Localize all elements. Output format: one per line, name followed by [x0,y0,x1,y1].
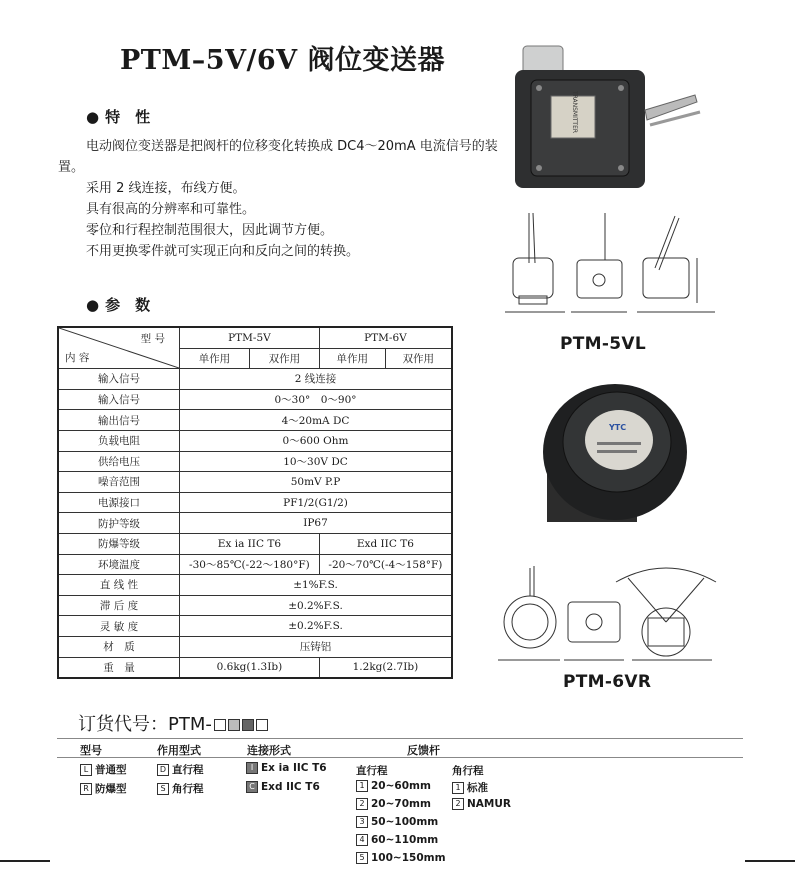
divider [57,738,743,739]
table-row [58,616,452,637]
row-value: ±1%F.S. [180,575,453,596]
option-model-l: L 普通型 [80,762,127,777]
row-value: 0.6kg(1.3Ib) [180,657,320,678]
table-row [58,636,452,657]
row-value: ±0.2%F.S. [180,616,453,637]
row-label: 供给电压 [58,451,180,472]
row-label: 噪音范围 [58,472,180,493]
table-row [58,472,452,493]
table-row [58,492,452,513]
params-heading [86,294,150,315]
bullet-icon: ● [86,108,100,126]
table-row [58,575,452,596]
header-mode: 单作用 [180,348,250,369]
linear-title: 直行程 [356,765,388,777]
option-action-s: S 角行程 [157,781,204,796]
option-linear: 1 20~60mm [356,780,431,792]
feature-line: 零位和行程控制范围很大，因此调节方便。 [86,223,334,238]
row-label: 负载电阻 [58,430,180,451]
option-action-d: D 直行程 [157,762,204,777]
code-box [242,719,254,731]
header-model: PTM-5V [180,327,320,348]
option-angular: 2 NAMUR [452,798,511,810]
page-edge-rule [0,860,50,862]
angular-title: 角行程 [452,765,484,777]
header-mode: 双作用 [249,348,319,369]
table-row [58,595,452,616]
bullet-icon: ● [86,296,100,314]
spec-table [57,326,453,679]
header-model: PTM-6V [319,327,452,348]
feature-line: 不用更换零件就可实现正向和反向之间的转换。 [86,244,360,259]
ptm-5vl-photo [505,40,705,200]
option-connection-c: C Exd IIC T6 [246,781,320,793]
caption-ptm-6vr: PTM-6VR [563,672,652,692]
code-box [228,719,240,731]
option-angular: 1 标准 [452,780,488,795]
option-linear: 3 50~100mm [356,816,438,828]
order-header-model: 型号 [80,744,102,757]
row-value: Exd IIC T6 [319,533,452,554]
row-label: 输入信号 [58,389,180,410]
ptm-6v-photo [535,372,695,532]
caption-ptm-5vl: PTM-5VL [560,334,646,354]
row-label: 输入信号 [58,369,180,390]
row-label: 环境温度 [58,554,180,575]
header-model-label: 型 号 [140,333,165,345]
option-linear: 4 60~110mm [356,834,438,846]
ptm-5vl-drawing [505,208,720,328]
code-box [214,719,226,731]
row-value: -30～85℃(-22～180°F) [180,554,320,575]
row-label: 滞 后 度 [58,595,180,616]
table-row [58,554,452,575]
row-value: 1.2kg(2.7Ib) [319,657,452,678]
header-diagonal-cell [58,327,180,369]
order-code-title [78,710,268,736]
table-row [58,389,452,410]
table-row [58,513,452,534]
feature-line: 具有很高的分辨率和可靠性。 [86,202,256,217]
row-label: 灵 敏 度 [58,616,180,637]
header-mode: 单作用 [319,348,385,369]
table-header-row [58,327,452,348]
row-label: 电源接口 [58,492,180,513]
table-row [58,533,452,554]
code-box [256,719,268,731]
row-label: 材 质 [58,636,180,657]
option-linear: 5 100~150mm [356,852,446,864]
row-value: IP67 [180,513,453,534]
features-heading-text: 特 性 [105,108,151,126]
row-value: PF1/2(G1/2) [180,492,453,513]
table-row [58,369,452,390]
order-code-label: 订货代号：PTM- [78,714,212,735]
row-value: 10～30V DC [180,451,453,472]
option-model-r: R 防爆型 [80,781,127,796]
divider [57,757,743,758]
order-header-feedback: 反馈杆 [407,744,440,757]
row-label: 防爆等级 [58,533,180,554]
row-value: 4～20mA DC [180,410,453,431]
row-value: ±0.2%F.S. [180,595,453,616]
row-value: 压铸铝 [180,636,453,657]
table-row [58,410,452,431]
photo-label: YTC [609,423,627,432]
row-label: 防护等级 [58,513,180,534]
header-mode: 双作用 [385,348,452,369]
header-content-label: 内 容 [65,352,90,365]
row-label: 直 线 性 [58,575,180,596]
order-header-action: 作用型式 [157,744,201,757]
photo-label: TRANSMITTER [571,90,578,134]
option-connection-i: I Ex ia IIC T6 [246,762,327,774]
row-label: 输出信号 [58,410,180,431]
table-row [58,430,452,451]
features-heading [86,106,150,127]
row-value: Ex ia IIC T6 [180,533,320,554]
table-row [58,451,452,472]
row-value: 50mV P.P [180,472,453,493]
feature-line: 电动阀位变送器是把阀杆的位移变化转换成 DC4～20mA 电流信号的装置。 [58,139,498,175]
row-value: 2 线连接 [180,369,453,390]
page-edge-rule [745,860,795,862]
row-value: 0～30° 0～90° [180,389,453,410]
features-list [58,136,498,262]
ptm-6vr-drawing [498,560,723,675]
table-row [58,657,452,678]
feature-line: 采用 2 线连接，布线方便。 [86,181,246,196]
row-value: -20～70℃(-4～158°F) [319,554,452,575]
row-value: 0～600 Ohm [180,430,453,451]
row-label: 重 量 [58,657,180,678]
params-heading-text: 参 数 [105,296,151,314]
page-title: PTM–5V/6V 阀位变送器 [120,45,446,76]
option-linear: 2 20~70mm [356,798,431,810]
order-header-connection: 连接形式 [247,744,291,757]
